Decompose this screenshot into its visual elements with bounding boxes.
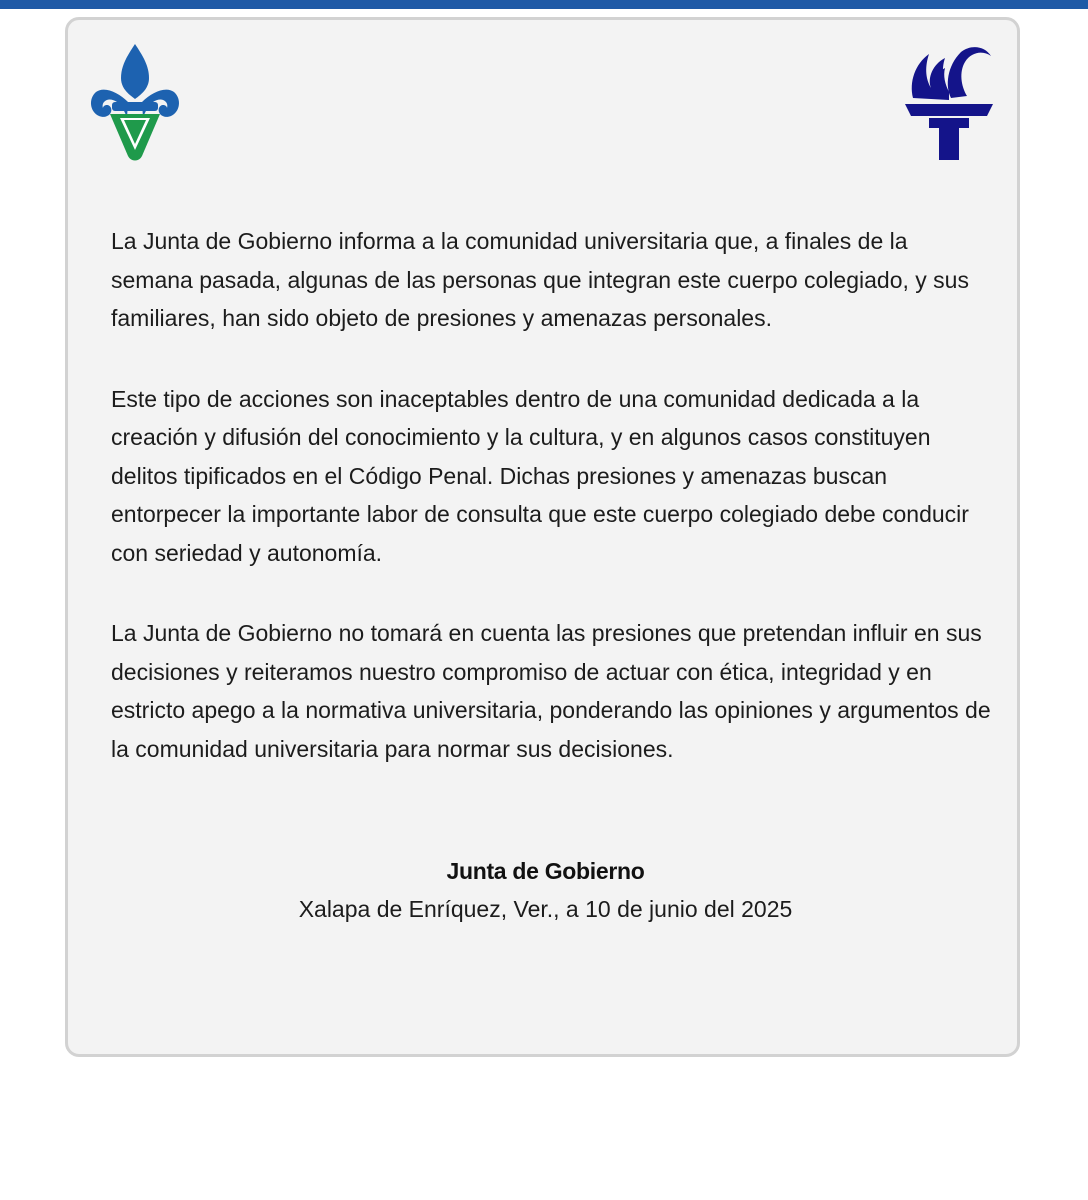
statement-body: [111, 222, 991, 810]
statement-card: [65, 17, 1020, 1057]
signature-block: [68, 852, 1023, 928]
paragraph: La Junta de Gobierno informa a la comunidad universitaria que, a finales de la semana pasada, algunas de las personas que integran este cuerpo colegiado, y sus familiares, han sido objeto de presiones y amenazas personales.: [111, 228, 969, 331]
place-and-date: Xalapa de Enríquez, Ver., a 10 de junio del 2025: [298, 896, 793, 922]
torch-logo: [905, 42, 995, 162]
paragraph: Este tipo de acciones son inaceptables dentro de una comunidad dedicada a la creación y difusión del conocimiento y la cultura, y en algunos casos constituyen delitos tipificados en el Código Penal. Dichas presiones y amenazas buscan entorpecer la importante labor de consulta que este cuerpo colegiado debe conducir con seriedad y autonomía.: [111, 385, 969, 566]
uv-flor-de-lis-logo: [88, 42, 182, 164]
paragraph: La Junta de Gobierno no tomará en cuenta las presiones que pretendan influir en sus decisiones y reiteramos nuestro compromiso de actuar con ética, integridad y en estricto apego a la normativa universitaria, ponderando las opiniones y argumentos de la comunidad universitaria para normar sus decisiones.: [111, 620, 991, 762]
top-accent-bar: [0, 0, 1088, 9]
signatory-name: Junta de Gobierno: [446, 858, 645, 884]
